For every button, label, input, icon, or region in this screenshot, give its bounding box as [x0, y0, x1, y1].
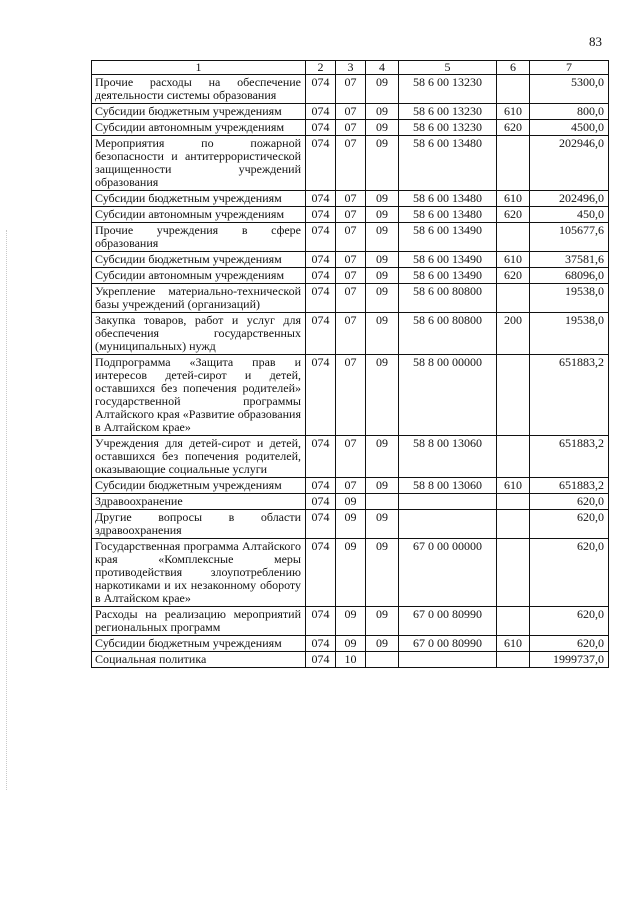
row-subsection-cell: 09 — [366, 607, 399, 636]
row-section-cell: 07 — [336, 223, 366, 252]
row-admin-code-cell: 074 — [306, 355, 336, 436]
row-admin-code-cell: 074 — [306, 136, 336, 191]
row-name-cell: Субсидии бюджетным учреждениям — [92, 104, 306, 120]
row-admin-code-cell: 074 — [306, 284, 336, 313]
row-expense-type-cell — [497, 284, 530, 313]
row-expense-type-cell — [497, 607, 530, 636]
row-admin-code-cell: 074 — [306, 191, 336, 207]
row-admin-code-cell: 074 — [306, 510, 336, 539]
row-target-article-cell: 58 6 00 80800 — [399, 284, 497, 313]
row-amount-cell: 620,0 — [530, 636, 609, 652]
row-name-cell: Прочие учреждения в сфере образования — [92, 223, 306, 252]
table-row — [92, 313, 609, 355]
table-row — [92, 436, 609, 478]
table-header-row — [92, 61, 609, 75]
table-row — [92, 478, 609, 494]
row-amount-cell: 450,0 — [530, 207, 609, 223]
row-subsection-cell: 09 — [366, 313, 399, 355]
table-row — [92, 104, 609, 120]
row-expense-type-cell — [497, 436, 530, 478]
row-amount-cell: 1999737,0 — [530, 652, 609, 668]
row-section-cell: 07 — [336, 355, 366, 436]
row-target-article-cell: 58 6 00 13230 — [399, 104, 497, 120]
row-section-cell: 07 — [336, 191, 366, 207]
table-row — [92, 539, 609, 607]
row-amount-cell: 19538,0 — [530, 313, 609, 355]
row-expense-type-cell — [497, 539, 530, 607]
row-amount-cell: 5300,0 — [530, 75, 609, 104]
row-admin-code-cell: 074 — [306, 636, 336, 652]
row-subsection-cell: 09 — [366, 104, 399, 120]
row-target-article-cell: 58 8 00 00000 — [399, 355, 497, 436]
row-section-cell: 07 — [336, 284, 366, 313]
header-cell: 3 — [336, 61, 366, 75]
row-target-article-cell: 58 6 00 80800 — [399, 313, 497, 355]
row-admin-code-cell: 074 — [306, 436, 336, 478]
scan-margin-artifact — [6, 230, 10, 790]
table-row — [92, 252, 609, 268]
row-expense-type-cell — [497, 510, 530, 539]
row-section-cell: 07 — [336, 478, 366, 494]
row-amount-cell: 620,0 — [530, 510, 609, 539]
row-subsection-cell: 09 — [366, 75, 399, 104]
row-section-cell: 09 — [336, 607, 366, 636]
header-cell: 6 — [497, 61, 530, 75]
row-section-cell: 10 — [336, 652, 366, 668]
row-amount-cell: 800,0 — [530, 104, 609, 120]
row-section-cell: 09 — [336, 494, 366, 510]
row-admin-code-cell: 074 — [306, 252, 336, 268]
row-admin-code-cell: 074 — [306, 104, 336, 120]
table-row — [92, 494, 609, 510]
table-row — [92, 284, 609, 313]
row-name-cell: Укрепление материально-технической базы учреждений (организаций) — [92, 284, 306, 313]
row-name-cell: Другие вопросы в области здравоохранения — [92, 510, 306, 539]
row-admin-code-cell: 074 — [306, 268, 336, 284]
budget-table — [91, 60, 609, 668]
row-name-cell: Прочие расходы на обеспечение деятельности системы образования — [92, 75, 306, 104]
row-expense-type-cell — [497, 494, 530, 510]
row-subsection-cell: 09 — [366, 223, 399, 252]
row-name-cell: Здравоохранение — [92, 494, 306, 510]
row-subsection-cell: 09 — [366, 636, 399, 652]
row-section-cell: 07 — [336, 313, 366, 355]
row-subsection-cell: 09 — [366, 191, 399, 207]
row-section-cell: 09 — [336, 636, 366, 652]
row-subsection-cell: 09 — [366, 478, 399, 494]
row-amount-cell: 4500,0 — [530, 120, 609, 136]
table-row — [92, 75, 609, 104]
row-admin-code-cell: 074 — [306, 313, 336, 355]
row-admin-code-cell: 074 — [306, 539, 336, 607]
row-target-article-cell: 58 6 00 13480 — [399, 191, 497, 207]
row-amount-cell: 202946,0 — [530, 136, 609, 191]
row-section-cell: 07 — [336, 120, 366, 136]
row-section-cell: 07 — [336, 104, 366, 120]
row-expense-type-cell: 610 — [497, 104, 530, 120]
row-name-cell: Подпрограмма «Защита прав и интересов детей-сирот и детей, оставшихся без попечения родителей» государственной программы Алтайского края «Развитие образования в Алтайском крае» — [92, 355, 306, 436]
header-cell: 1 — [92, 61, 306, 75]
row-subsection-cell: 09 — [366, 120, 399, 136]
row-amount-cell: 19538,0 — [530, 284, 609, 313]
row-amount-cell: 105677,6 — [530, 223, 609, 252]
header-cell: 5 — [399, 61, 497, 75]
row-target-article-cell: 58 6 00 13480 — [399, 207, 497, 223]
row-name-cell: Субсидии бюджетным учреждениям — [92, 478, 306, 494]
row-admin-code-cell: 074 — [306, 120, 336, 136]
table-row — [92, 191, 609, 207]
row-section-cell: 07 — [336, 436, 366, 478]
row-section-cell: 07 — [336, 136, 366, 191]
table-row — [92, 207, 609, 223]
table-row — [92, 652, 609, 668]
row-expense-type-cell: 200 — [497, 313, 530, 355]
row-admin-code-cell: 074 — [306, 652, 336, 668]
row-name-cell: Субсидии бюджетным учреждениям — [92, 252, 306, 268]
table-row — [92, 355, 609, 436]
row-name-cell: Расходы на реализацию мероприятий региональных программ — [92, 607, 306, 636]
row-name-cell: Субсидии автономным учреждениям — [92, 207, 306, 223]
row-name-cell: Мероприятия по пожарной безопасности и антитеррористической защищенности учреждений образования — [92, 136, 306, 191]
row-subsection-cell — [366, 494, 399, 510]
row-section-cell: 09 — [336, 539, 366, 607]
row-expense-type-cell: 610 — [497, 191, 530, 207]
header-cell: 4 — [366, 61, 399, 75]
row-name-cell: Государственная программа Алтайского края «Комплексные меры противодействия злоупотреблению наркотиками и их незаконному обороту в Алтайском крае» — [92, 539, 306, 607]
row-admin-code-cell: 074 — [306, 494, 336, 510]
table-row — [92, 120, 609, 136]
row-target-article-cell — [399, 510, 497, 539]
row-target-article-cell — [399, 494, 497, 510]
row-name-cell: Субсидии автономным учреждениям — [92, 120, 306, 136]
row-amount-cell: 651883,2 — [530, 355, 609, 436]
row-expense-type-cell: 610 — [497, 252, 530, 268]
row-name-cell: Субсидии бюджетным учреждениям — [92, 191, 306, 207]
row-subsection-cell: 09 — [366, 207, 399, 223]
row-section-cell: 07 — [336, 252, 366, 268]
row-subsection-cell: 09 — [366, 136, 399, 191]
row-amount-cell: 620,0 — [530, 607, 609, 636]
page-number: 83 — [589, 34, 602, 49]
row-expense-type-cell — [497, 223, 530, 252]
row-expense-type-cell: 620 — [497, 268, 530, 284]
row-admin-code-cell: 074 — [306, 478, 336, 494]
row-amount-cell: 651883,2 — [530, 478, 609, 494]
row-name-cell: Социальная политика — [92, 652, 306, 668]
row-admin-code-cell: 074 — [306, 75, 336, 104]
row-target-article-cell: 58 6 00 13230 — [399, 120, 497, 136]
table-row — [92, 510, 609, 539]
table-row — [92, 636, 609, 652]
row-target-article-cell: 58 6 00 13490 — [399, 268, 497, 284]
row-admin-code-cell: 074 — [306, 207, 336, 223]
row-expense-type-cell: 610 — [497, 636, 530, 652]
row-name-cell: Учреждения для детей-сирот и детей, оставшихся без попечения родителей, оказывающие социальные услуги — [92, 436, 306, 478]
row-expense-type-cell: 620 — [497, 207, 530, 223]
row-target-article-cell: 58 6 00 13490 — [399, 223, 497, 252]
row-target-article-cell: 58 8 00 13060 — [399, 478, 497, 494]
table-row — [92, 223, 609, 252]
row-admin-code-cell: 074 — [306, 607, 336, 636]
row-target-article-cell: 58 6 00 13480 — [399, 136, 497, 191]
row-target-article-cell: 58 8 00 13060 — [399, 436, 497, 478]
row-subsection-cell: 09 — [366, 436, 399, 478]
row-subsection-cell: 09 — [366, 355, 399, 436]
row-name-cell: Субсидии автономным учреждениям — [92, 268, 306, 284]
table-row — [92, 268, 609, 284]
row-expense-type-cell — [497, 652, 530, 668]
row-section-cell: 07 — [336, 75, 366, 104]
table-body — [92, 75, 609, 668]
row-expense-type-cell: 610 — [497, 478, 530, 494]
row-amount-cell: 202496,0 — [530, 191, 609, 207]
row-target-article-cell: 67 0 00 00000 — [399, 539, 497, 607]
row-expense-type-cell: 620 — [497, 120, 530, 136]
row-subsection-cell: 09 — [366, 539, 399, 607]
row-section-cell: 07 — [336, 207, 366, 223]
row-name-cell: Субсидии бюджетным учреждениям — [92, 636, 306, 652]
row-subsection-cell: 09 — [366, 252, 399, 268]
table-row — [92, 136, 609, 191]
row-section-cell: 07 — [336, 268, 366, 284]
row-name-cell: Закупка товаров, работ и услуг для обеспечения государственных (муниципальных) нужд — [92, 313, 306, 355]
row-target-article-cell — [399, 652, 497, 668]
header-cell: 2 — [306, 61, 336, 75]
row-amount-cell: 37581,6 — [530, 252, 609, 268]
row-target-article-cell: 67 0 00 80990 — [399, 636, 497, 652]
row-target-article-cell: 58 6 00 13230 — [399, 75, 497, 104]
row-amount-cell: 620,0 — [530, 494, 609, 510]
row-target-article-cell: 58 6 00 13490 — [399, 252, 497, 268]
table-row — [92, 607, 609, 636]
row-expense-type-cell — [497, 75, 530, 104]
row-subsection-cell: 09 — [366, 268, 399, 284]
row-subsection-cell — [366, 652, 399, 668]
header-cell: 7 — [530, 61, 609, 75]
row-target-article-cell: 67 0 00 80990 — [399, 607, 497, 636]
row-amount-cell: 68096,0 — [530, 268, 609, 284]
row-subsection-cell: 09 — [366, 510, 399, 539]
row-admin-code-cell: 074 — [306, 223, 336, 252]
row-expense-type-cell — [497, 355, 530, 436]
row-amount-cell: 620,0 — [530, 539, 609, 607]
row-section-cell: 09 — [336, 510, 366, 539]
row-subsection-cell: 09 — [366, 284, 399, 313]
row-amount-cell: 651883,2 — [530, 436, 609, 478]
row-expense-type-cell — [497, 136, 530, 191]
